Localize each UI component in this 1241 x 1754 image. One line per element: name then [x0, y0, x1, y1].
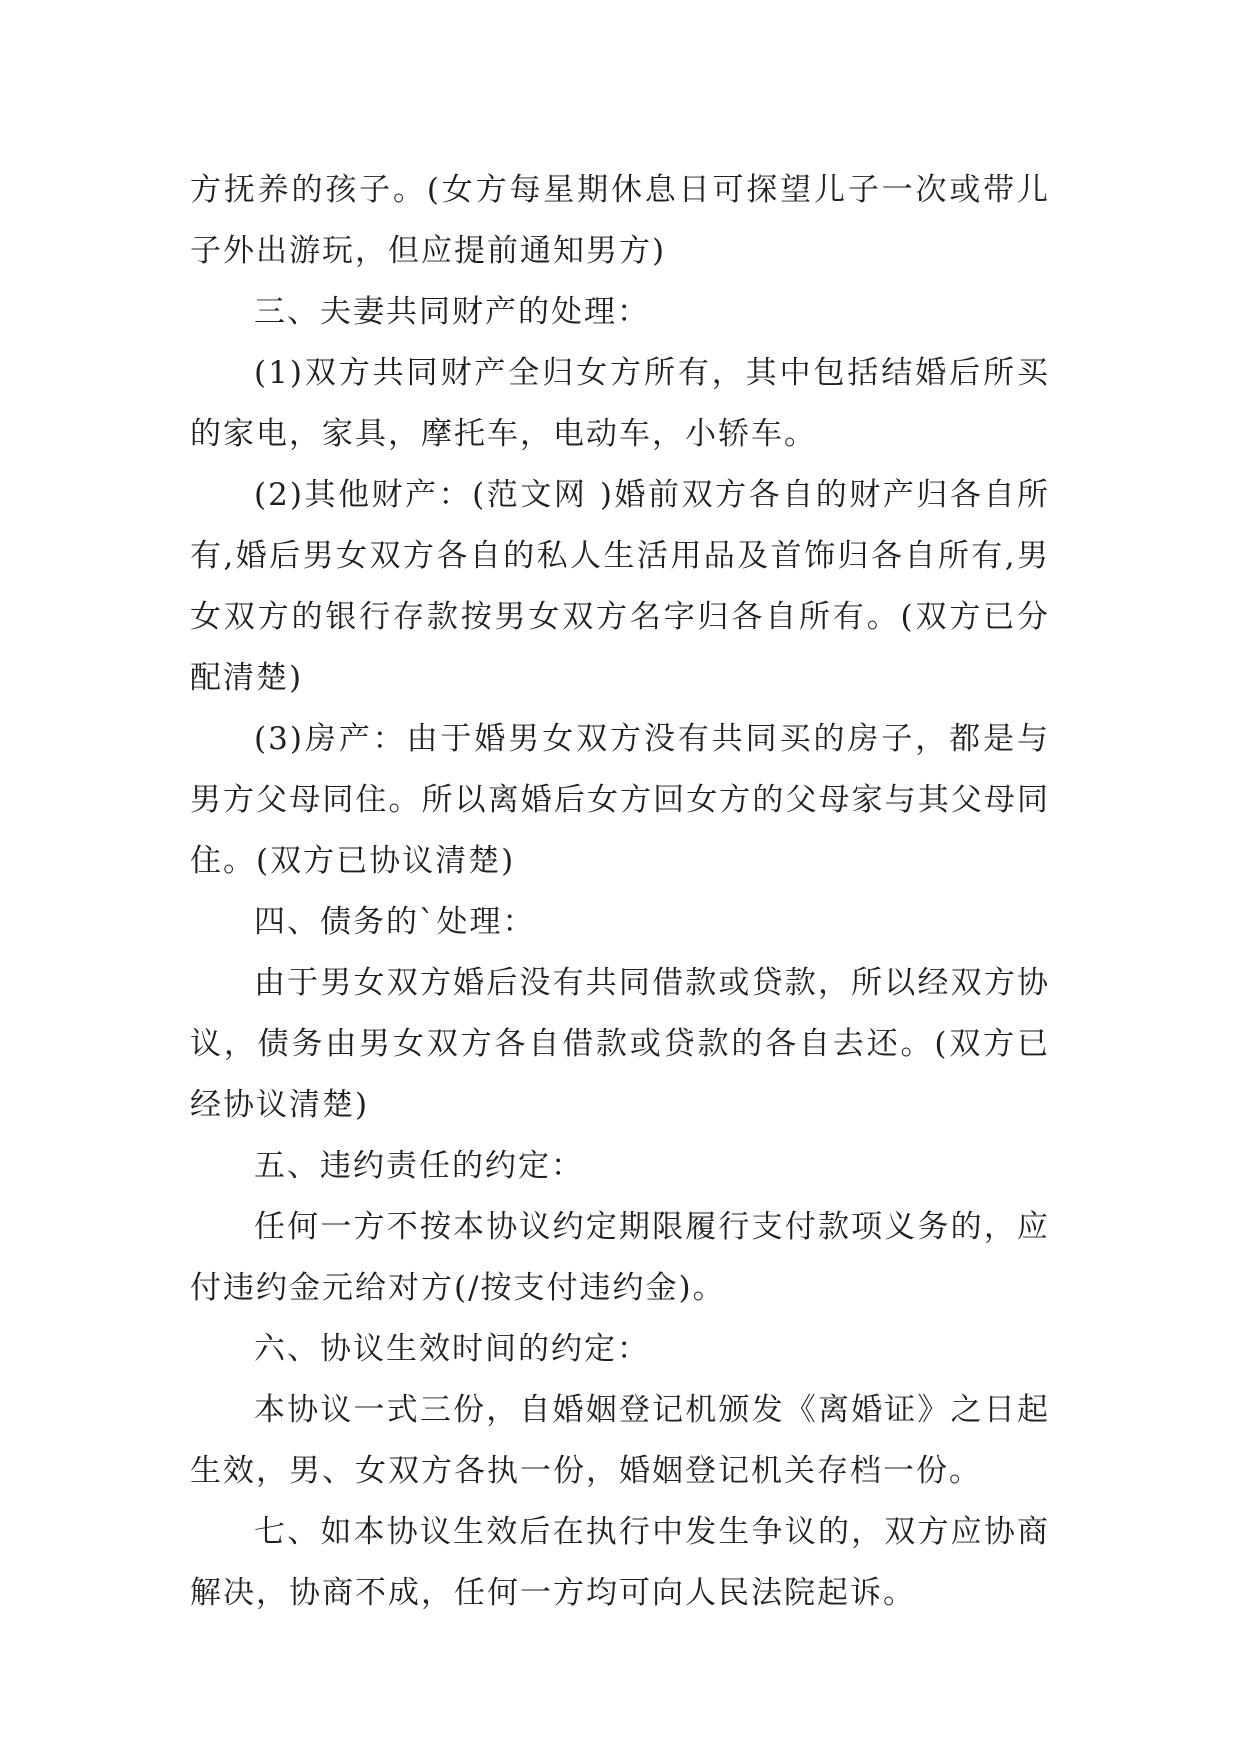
heading-effective-date: 六、协议生效时间的约定： — [254, 1331, 650, 1367]
paragraph-dispute-resolution: 七、如本协议生效后在执行中发生争议的，双方应协商解决，协商不成，任何一方均可向人民法院起诉。 — [190, 1514, 1050, 1611]
heading-debts: 四、债务的`处理： — [254, 904, 536, 940]
paragraph-effective-date: 本协议一式三份，自婚姻登记机颁发《离婚证》之日起生效，男、女双方各执一份，婚姻登记机关存档一份。 — [190, 1392, 1050, 1489]
paragraph-debts: 由于男女双方婚后没有共同借款或贷款，所以经双方协议，债务由男女双方各自借款或贷款的各自去还。(双方已经协议清楚) — [190, 965, 1050, 1123]
paragraph-property-item-3: (3)房产：由于婚男女双方没有共同买的房子，都是与男方父母同住。所以离婚后女方回女方的父母家与其父母同住。(双方已协议清楚) — [190, 721, 1050, 879]
heading-joint-property: 三、夫妻共同财产的处理： — [254, 294, 650, 330]
heading-breach-liability: 五、违约责任的约定： — [254, 1148, 584, 1184]
paragraph-property-item-2: (2)其他财产：(范文网 )婚前双方各自的财产归各自所有,婚后男女双方各自的私人生活用品及首饰归各自所有,男女双方的银行存款按男女双方名字归各自所有。(双方已分配清楚) — [190, 477, 1050, 696]
paragraph-breach-liability: 任何一方不按本协议约定期限履行支付款项义务的，应付违约金元给对方(/按支付违约金)。 — [190, 1209, 1050, 1306]
paragraph-child-custody-continued: 方抚养的孩子。(女方每星期休息日可探望儿子一次或带儿子外出游玩，但应提前通知男方) — [190, 172, 1050, 269]
document-body — [190, 160, 1050, 1624]
paragraph-property-item-1: (1)双方共同财产全归女方所有，其中包括结婚后所买的家电，家具，摩托车，电动车，小轿车。 — [190, 355, 1050, 452]
